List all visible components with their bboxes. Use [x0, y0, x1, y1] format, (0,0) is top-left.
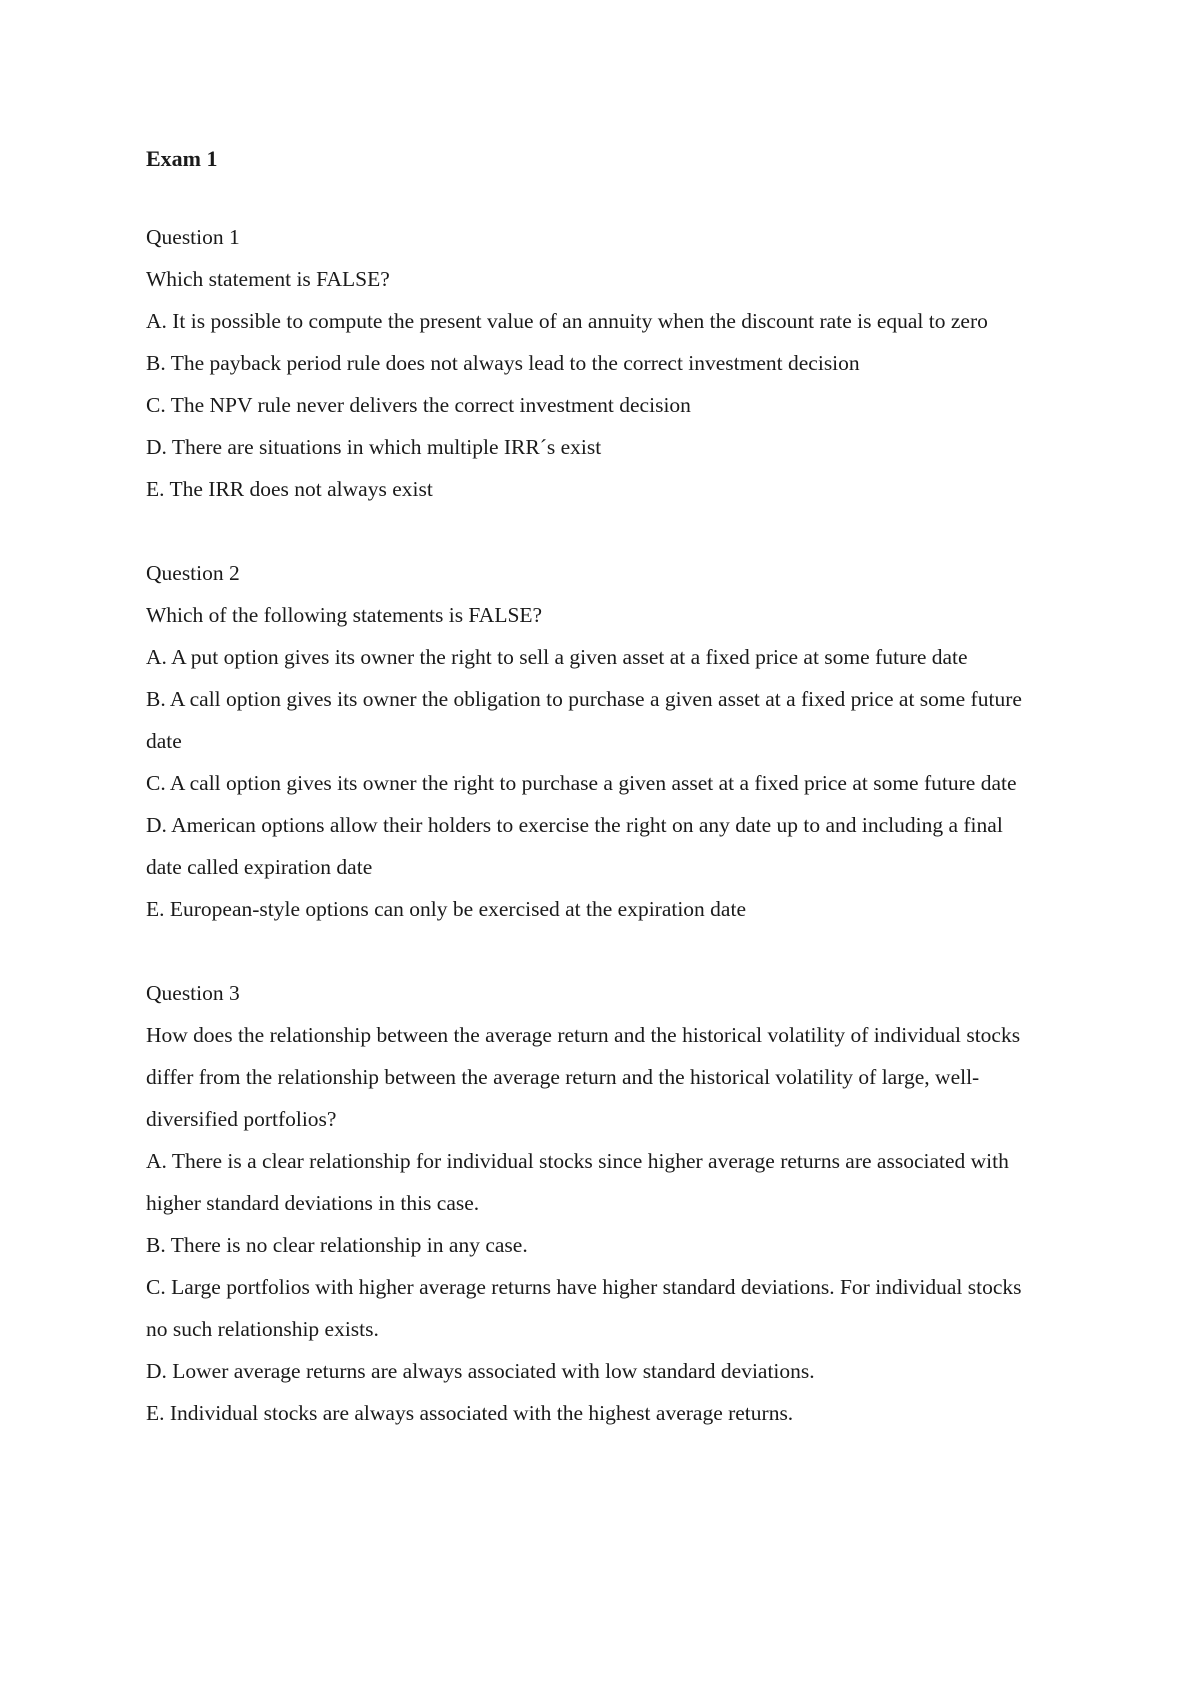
question-heading: Question 1	[146, 225, 240, 249]
answer-option-a: A. There is a clear relationship for individual stocks since higher average returns are associated with higher standard deviations in this case.	[146, 1149, 1009, 1215]
answer-option-b: B. The payback period rule does not always lead to the correct investment decision	[146, 351, 860, 375]
answer-option-c: C. Large portfolios with higher average returns have higher standard deviations. For individual stocks no such relationship exists.	[146, 1275, 1022, 1341]
question-prompt: Which of the following statements is FALSE?	[146, 603, 543, 627]
question-2	[146, 552, 1026, 930]
answer-option-e: E. The IRR does not always exist	[146, 477, 433, 501]
question-prompt: How does the relationship between the average return and the historical volatility of individual stocks differ from the relationship between the average return and the historical volatility of large, well-diversified portfolios?	[146, 1023, 1021, 1131]
answer-option-a: A. A put option gives its owner the right to sell a given asset at a fixed price at some future date	[146, 645, 968, 669]
answer-option-b: B. A call option gives its owner the obligation to purchase a given asset at a fixed price at some future date	[146, 687, 1022, 753]
answer-option-b: B. There is no clear relationship in any case.	[146, 1233, 528, 1257]
question-heading: Question 2	[146, 561, 240, 585]
answer-option-c: C. The NPV rule never delivers the correct investment decision	[146, 393, 691, 417]
question-prompt: Which statement is FALSE?	[146, 267, 390, 291]
question-3	[146, 972, 1026, 1434]
answer-option-a: A. It is possible to compute the present value of an annuity when the discount rate is equal to zero	[146, 309, 988, 333]
question-heading: Question 3	[146, 981, 240, 1005]
answer-option-e: E. Individual stocks are always associated with the highest average returns.	[146, 1401, 794, 1425]
answer-option-c: C. A call option gives its owner the right to purchase a given asset at a fixed price at some future date	[146, 771, 1017, 795]
document-content	[146, 144, 1026, 1476]
answer-option-d: D. American options allow their holders to exercise the right on any date up to and including a final date called expiration date	[146, 813, 1003, 879]
question-1	[146, 216, 1026, 510]
answer-option-d: D. There are situations in which multiple IRR´s exist	[146, 435, 602, 459]
answer-option-e: E. European-style options can only be exercised at the expiration date	[146, 897, 746, 921]
page-title: Exam 1	[146, 146, 218, 171]
answer-option-d: D. Lower average returns are always associated with low standard deviations.	[146, 1359, 815, 1383]
